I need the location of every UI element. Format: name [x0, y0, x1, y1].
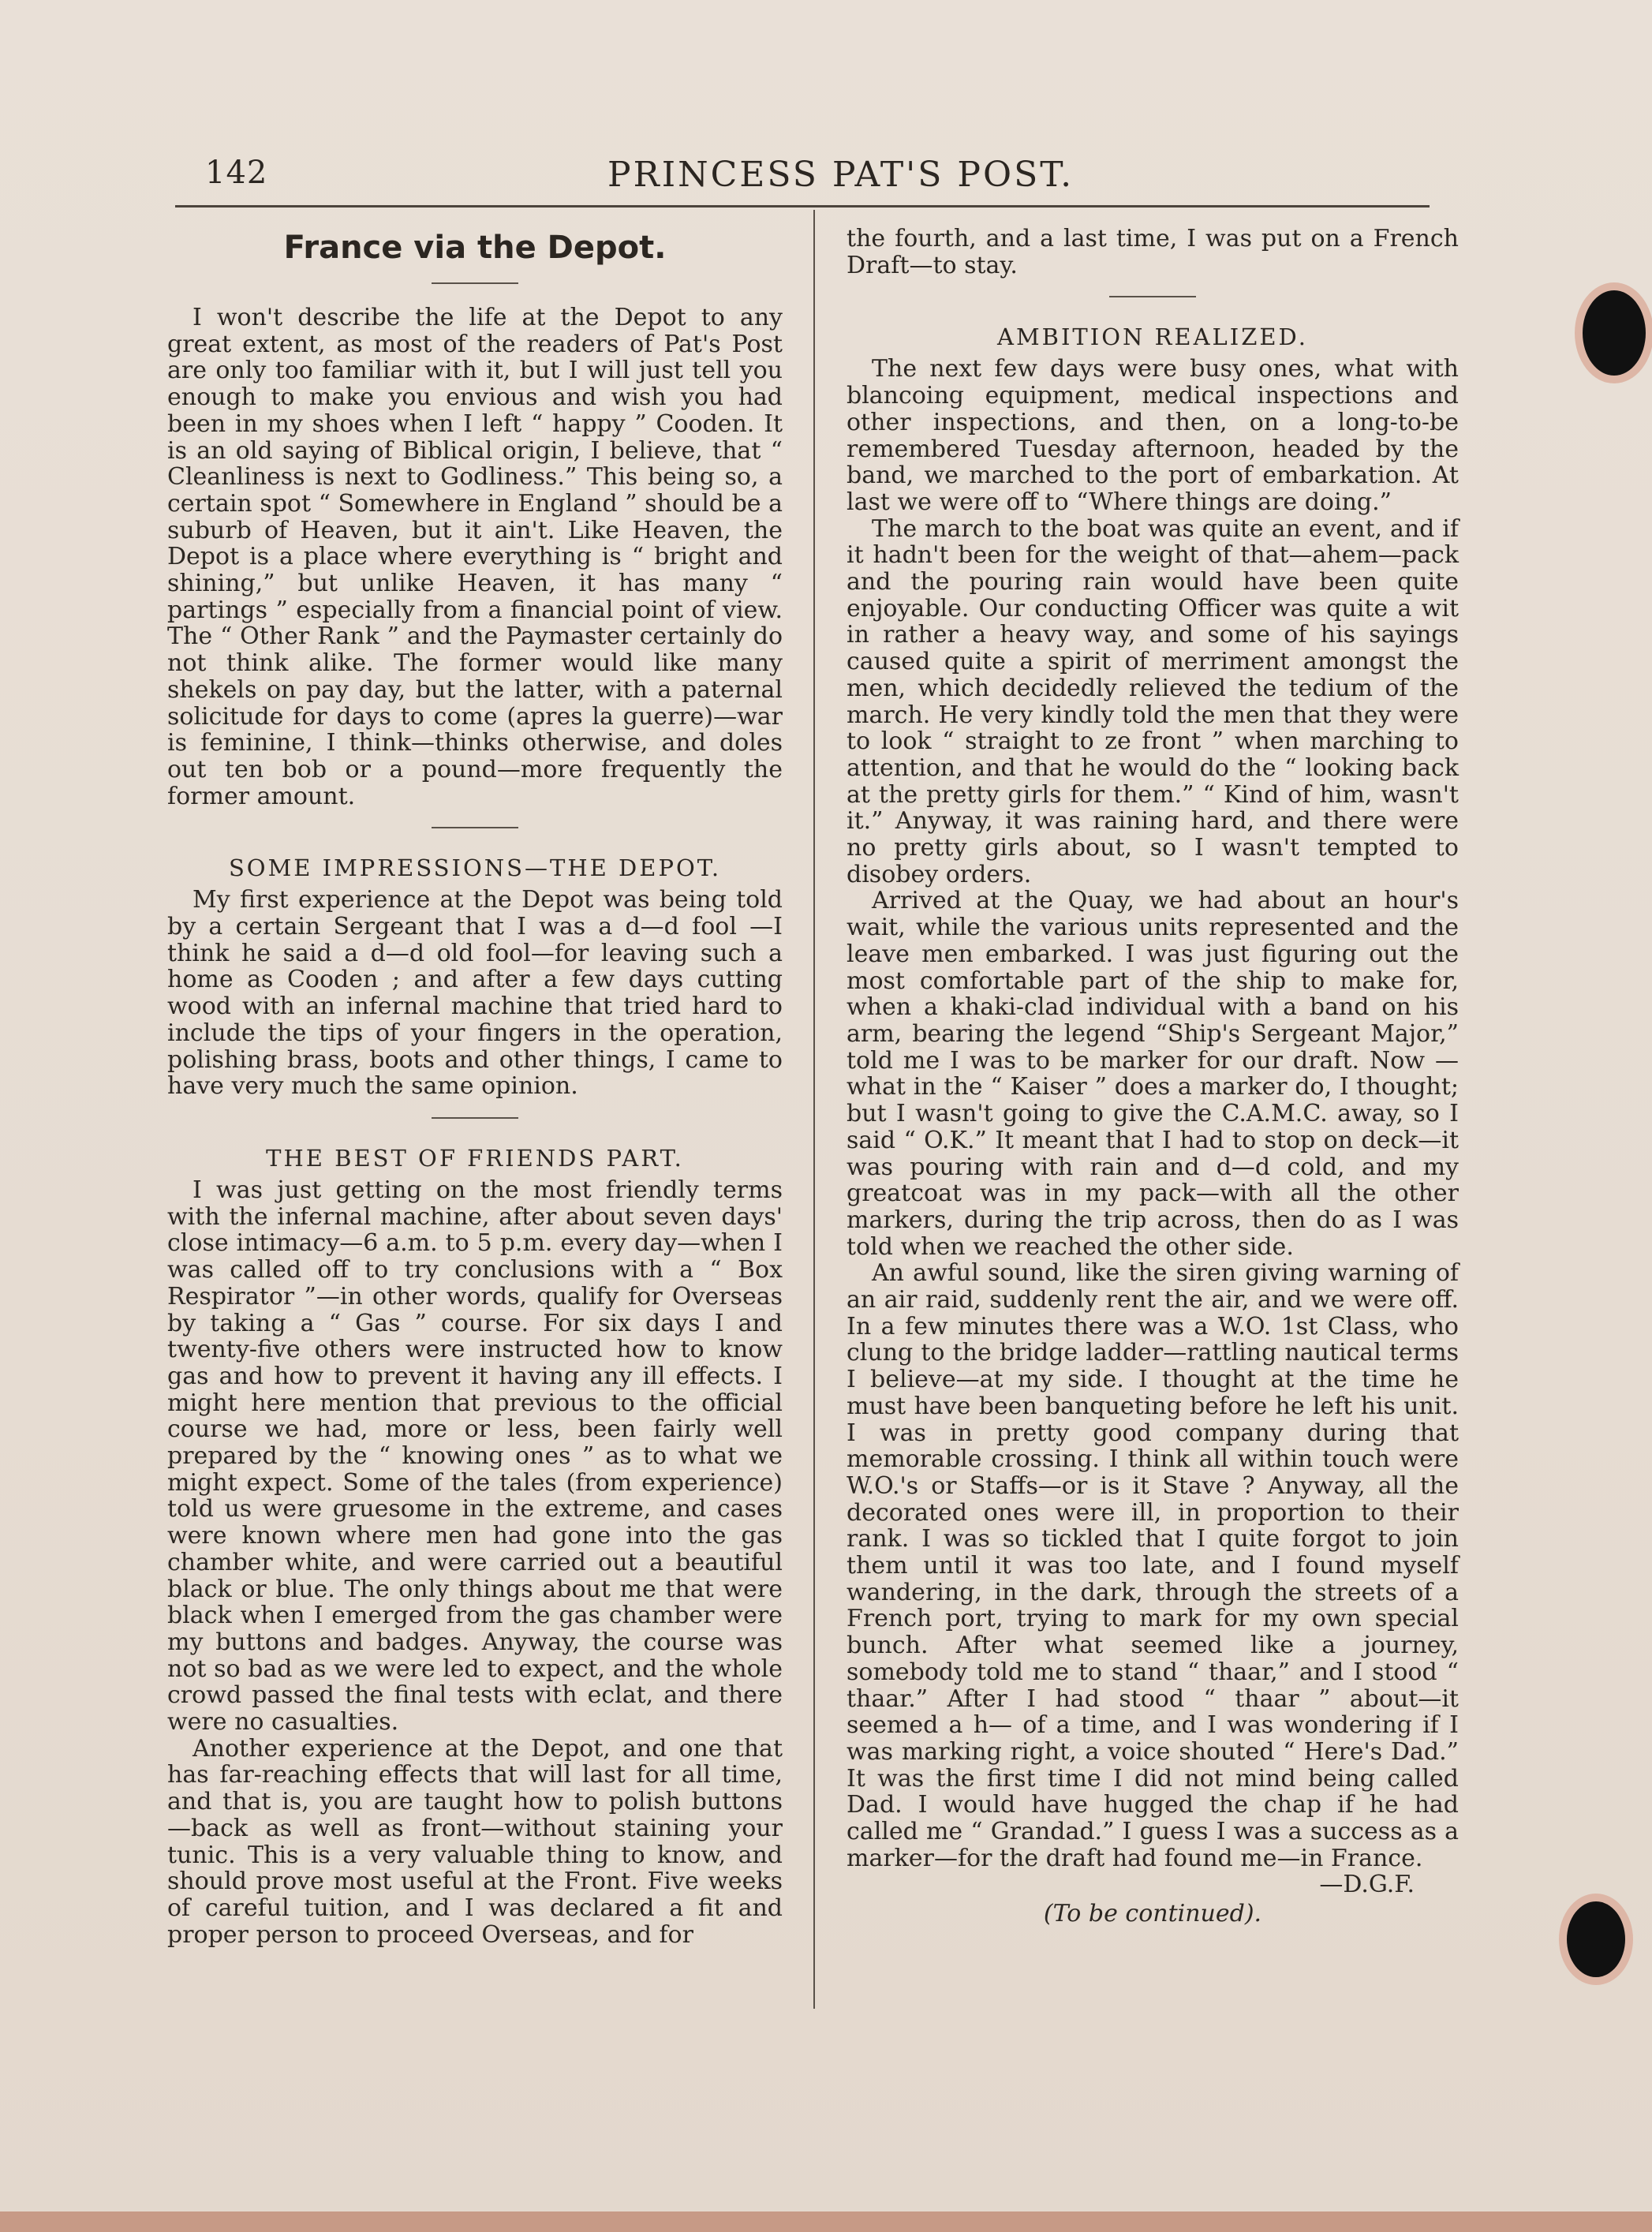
section-heading-ambition: AMBITION REALIZED.: [997, 323, 1308, 351]
buttons-paragraph: Another experience at the Depot, and one that has far-reaching effects that will last for all time, and that is, you are taught how to polish buttons —back as well as front—without staining your tunic. This is a very valuable thing to know, and should prove most useful at the Front. Five weeks of careful tuition, and I was declared a fit and proper person to proceed Overseas, and for: [167, 1734, 783, 1949]
section-rule: [432, 1117, 518, 1119]
gas-course-paragraph: I was just getting on the most friendly terms with the infernal machine, after about seven days' close intimacy—6 a.m. to 5 p.m. every day—when I was called off to try conclusions with a “ Box Respirator ”—in other words, qualify for Overseas by taking a “ Gas ” course. For six days I and twenty-five others were instructed how to know gas and how to prevent it having any ill effects. I might here mention that previous to the official course we had, more or less, been fairly well prepared by the “ knowing ones ” as to what we might expect. Some of the tales (from experience) told us were gruesome in the extreme, and cases were known where men had gone into the gas chamber white, and were carried out a beautiful black or blue. The only things about me that were black when I emerged from the gas chamber were my buttons and badges. Anyway, the course was not so bad as we were led to expect, and the whole crowd passed the final tests with eclat, and there were no casualties.: [167, 1176, 783, 1737]
header-rule: [175, 205, 1430, 207]
section-rule: [1109, 296, 1196, 297]
impressions-paragraph: My first experience at the Depot was being told by a certain Sergeant that I was a d—d fool —I think he said a d—d old fool—for leaving such a home as Cooden ; and after a few days cutting wood with an infernal machine that tried hard to include the tips of your fingers in the operation, polishing brass, boots and other things, I came to have very much the same opinion.: [167, 886, 783, 1101]
page-number: 142: [205, 155, 268, 191]
column-divider: [813, 210, 815, 2009]
page-edge: [0, 2211, 1652, 2232]
intro-paragraph: I won't describe the life at the Depot to any great extent, as most of the readers of Pat's Post are only too familiar with it, but I will just tell you enough to make you envious and wish you had been in my shoes when I left “ happy ” Cooden. It is an old saying of Biblical origin, I believe, that “ Cleanliness is next to Godliness.” This being so, a certain spot “ Somewhere in England ” should be a suburb of Heaven, but it ain't. Like Heaven, the Depot is a place where everything is “ bright and shining,” but unlike Heaven, it has many “ partings ” especially from a financial point of view. The “ Other Rank ” and the Paymaster certainly do not think alike. The former would like many shekels on pay day, but the latter, with a paternal solicitude for days to come (apres la guerre)—war is feminine, I think—thinks otherwise, and doles out ten bob or a pound—more frequently the former amount.: [167, 304, 783, 810]
quay-paragraph: Arrived at the Quay, we had about an hour's wait, while the various units represented and the leave men embarked. I was just figuring out the most comfortable part of the ship to make for, when a khaki-clad individual with a band on his arm, bearing the legend “Ship's Sergeant Major,” told me I was to be marker for our draft. Now —what in the “ Kaiser ” does a marker do, I thought; but I wasn't going to give the C.A.M.C. away, so I said “ O.K.” It meant that I had to stop on deck—it was pouring with rain and d—d cold, and my greatcoat was in my pack—with all the other markers, during the trip across, then do as I was told when we reached the other side.: [847, 887, 1459, 1261]
article-title: France via the Depot.: [283, 230, 667, 266]
punch-hole: [1583, 290, 1646, 376]
publication-title: PRINCESS PAT'S POST.: [607, 155, 1075, 195]
author-signature: —D.G.F.: [1319, 1871, 1415, 1899]
continuation-paragraph: the fourth, and a last time, I was put on a French Draft—to stay.: [847, 225, 1459, 279]
right-column: [847, 226, 1459, 1930]
page-header: [174, 155, 1460, 202]
punch-hole: [1567, 1901, 1625, 1977]
continued-note: (To be continued).: [1043, 1900, 1262, 1928]
crossing-paragraph: An awful sound, like the siren giving warning of an air raid, suddenly rent the air, and we were off. In a few minutes there was a W.O. 1st Class, who clung to the bridge ladder—rattling nautical terms I believe—at my side. I thought at the time he must have been banqueting before he left his unit. I was in pretty good company during that memorable crossing. I think all within touch were W.O.'s or Staffs—or is it Stave ? Anyway, all the decorated ones were ill, in proportion to their rank. I was so tickled that I quite forgot to join them until it was too late, and I found myself wandering, in the dark, through the streets of a French port, trying to mark for my own special bunch. After what seemed like a journey, somebody told me to stand “ thaar,” and I stood “ thaar.” After I had stood “ thaar ” about—it seemed a h— of a time, and I was wondering if I was marking right, a voice shouted “ Here's Dad.” It was the first time I did not mind being called Dad. I would have hugged the chap if he had called me “ Grandad.” I guess I was a success as a marker—for the draft had found me—in France.: [847, 1259, 1459, 1872]
busy-days-paragraph: The next few days were busy ones, what with blancoing equipment, medical inspections and other inspections, and then, on a long-to-be remembered Tuesday afternoon, headed by the band, we marched to the port of embarkation. At last we were off to “Where things are doing.”: [847, 355, 1459, 516]
section-heading-best-of-friends: THE BEST OF FRIENDS PART.: [266, 1144, 684, 1172]
march-paragraph: The march to the boat was quite an event, and if it hadn't been for the weight of that—ahem—pack and the pouring rain would have been quite enjoyable. Our conducting Officer was quite a wit in rather a heavy way, and some of his sayings caused quite a spirit of merriment amongst the men, which decidedly relieved the tedium of the march. He very kindly told the men that they were to look “ straight to ze front ” when marching to attention, and that he would do the “ looking back at the pretty girls for them.” “ Kind of him, wasn't it.” Anyway, it was raining hard, and there were no pretty girls about, so I wasn't tempted to disobey orders.: [847, 514, 1459, 888]
section-rule: [432, 827, 518, 828]
section-heading-impressions: SOME IMPRESSIONS—THE DEPOT.: [228, 854, 722, 882]
title-rule: [432, 282, 518, 284]
left-column: [167, 226, 783, 1948]
